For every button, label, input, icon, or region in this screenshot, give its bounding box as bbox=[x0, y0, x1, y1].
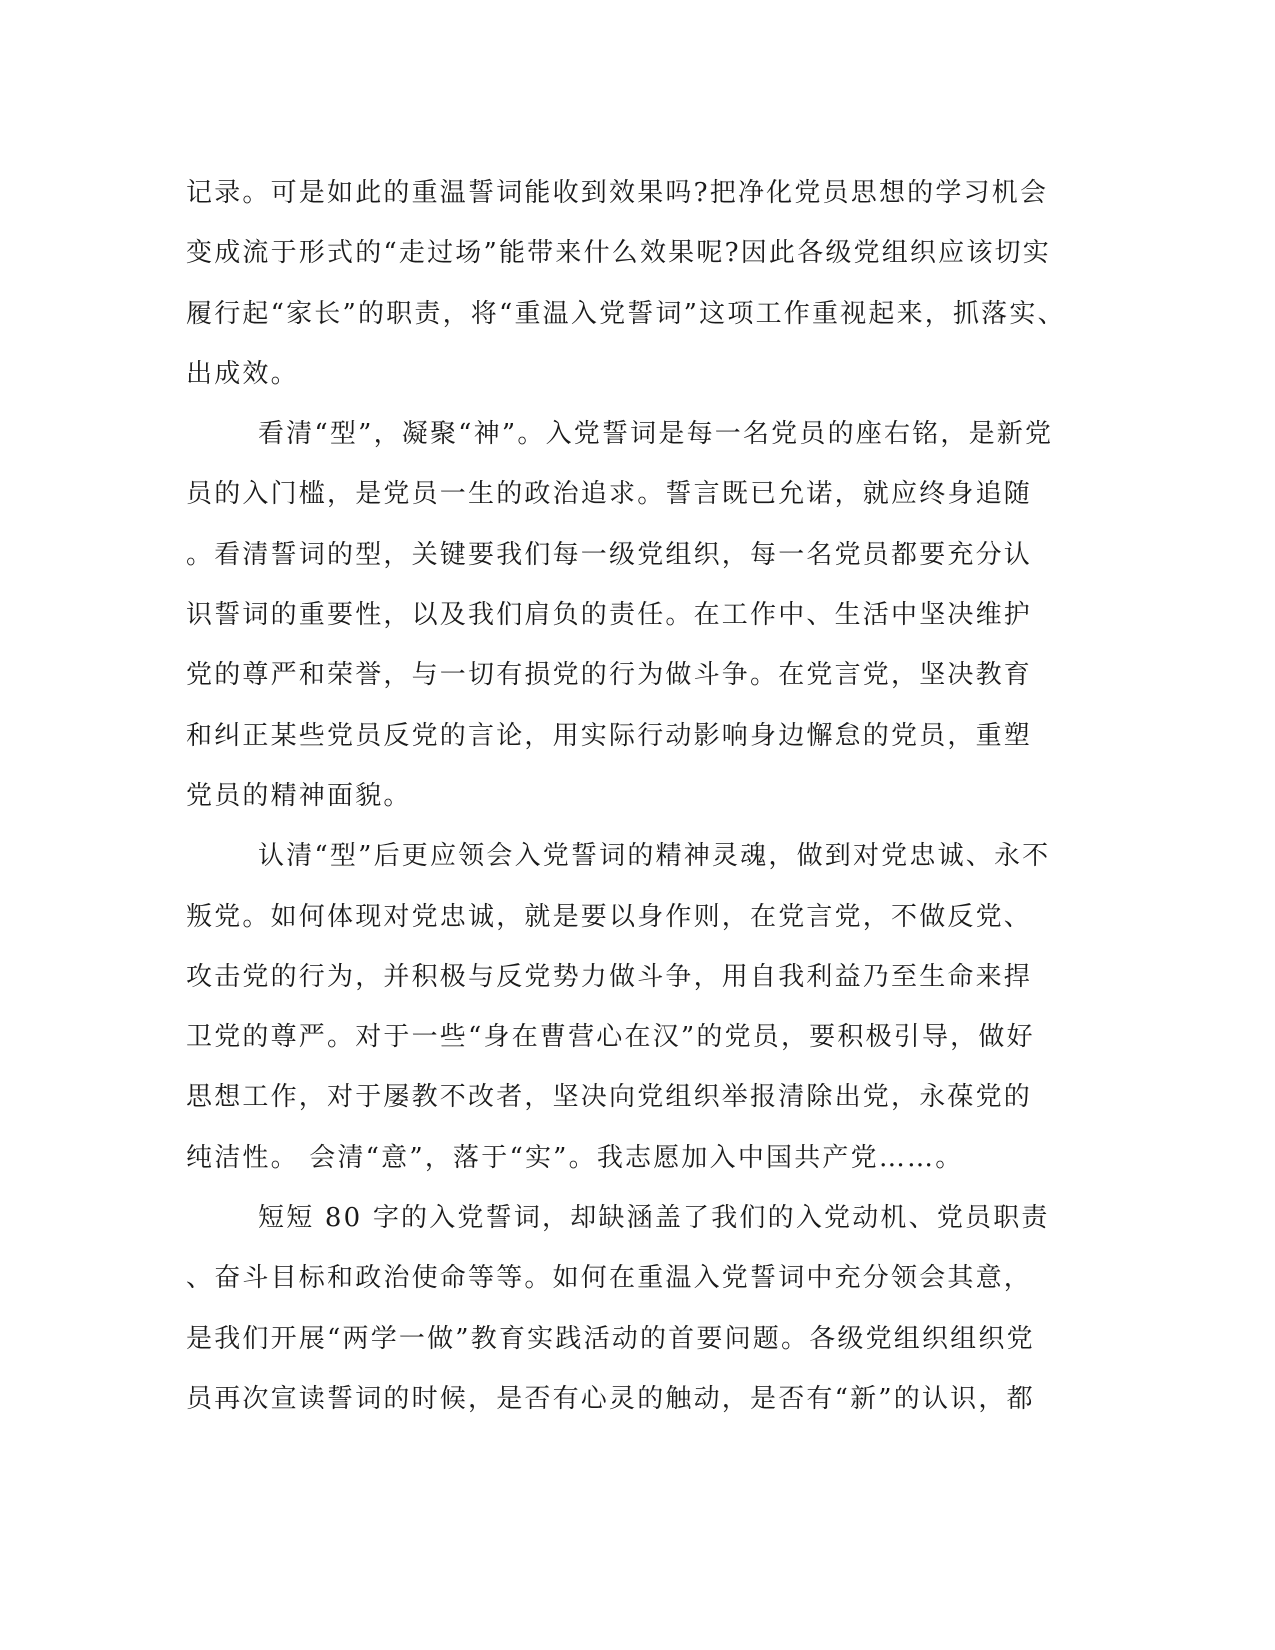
text-line: 员的入门槛，是党员一生的政治追求。誓言既已允诺，就应终身追随 bbox=[186, 479, 1033, 510]
text-line: 党员的精神面貌。 bbox=[186, 780, 412, 811]
text-line: 、奋斗目标和政治使命等等。如何在重温入党誓词中充分领会其意， bbox=[186, 1263, 1033, 1294]
text-line: 识誓词的重要性，以及我们肩负的责任。在工作中、生活中坚决维护 bbox=[186, 600, 1033, 631]
body-text bbox=[186, 163, 1066, 1429]
text-line: 出成效。 bbox=[186, 358, 299, 389]
text-line: 履行起“家长”的职责，将“重温入党誓词”这项工作重视起来，抓落实、 bbox=[186, 298, 1066, 329]
text-line: 员再次宣读誓词的时候，是否有心灵的触动，是否有“新”的认识，都 bbox=[186, 1383, 1035, 1414]
text-line: 攻击党的行为，并积极与反党势力做斗争，用自我利益乃至生命来捍 bbox=[186, 961, 1033, 992]
paragraph-first-line: 看清“型”，凝聚“神”。入党誓词是每一名党员的座右铭，是新党 bbox=[258, 419, 1054, 450]
text-line: 党的尊严和荣誉，与一切有损党的行为做斗争。在党言党，坚决教育 bbox=[186, 660, 1033, 691]
text-line: 纯洁性。 会清“意”，落于“实”。我志愿加入中国共产党……。 bbox=[186, 1142, 964, 1173]
text-line: 卫党的尊严。对于一些“身在曹营心在汉”的党员，要积极引导，做好 bbox=[186, 1022, 1035, 1053]
text-line: 和纠正某些党员反党的言论，用实际行动影响身边懈怠的党员，重塑 bbox=[186, 720, 1033, 751]
text-line: 叛党。如何体现对党忠诚，就是要以身作则，在党言党，不做反党、 bbox=[186, 901, 1033, 932]
text-line: 思想工作，对于屡教不改者，坚决向党组织举报清除出党，永葆党的 bbox=[186, 1082, 1033, 1113]
paragraph-first-line: 认清“型”后更应领会入党誓词的精神灵魂，做到对党忠诚、永不 bbox=[258, 841, 1051, 872]
paragraph-first-line: 短短 80 字的入党誓词，却缺涵盖了我们的入党动机、党员职责 bbox=[258, 1203, 1050, 1234]
text-line: 变成流于形式的“走过场”能带来什么效果呢?因此各级党组织应该切实 bbox=[186, 238, 1051, 269]
text-line: 记录。可是如此的重温誓词能收到效果吗?把净化党员思想的学习机会 bbox=[186, 178, 1049, 208]
text-line: 是我们开展“两学一做”教育实践活动的首要问题。各级党组织组织党 bbox=[186, 1323, 1035, 1354]
text-line: 。看清誓词的型，关键要我们每一级党组织，每一名党员都要充分认 bbox=[186, 539, 1033, 570]
